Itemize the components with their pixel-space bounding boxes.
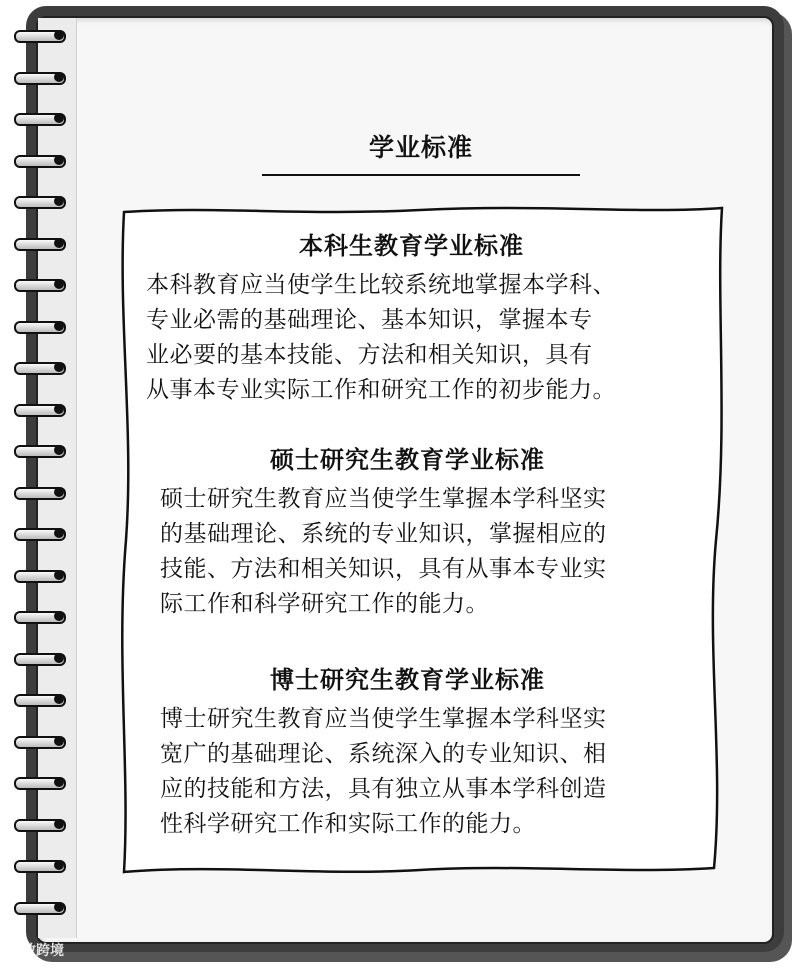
section-heading-master: 硕士研究生教育学业标准 <box>270 446 545 474</box>
page-title: 学业标准 <box>368 133 473 162</box>
section-heading-undergrad: 本科生教育学业标准 <box>299 232 524 260</box>
body-line: 应的技能和方法，具有独立从事本学科创造 <box>160 776 607 802</box>
body-line: 从事本专业实际工作和研究工作的初步能力。 <box>146 377 616 403</box>
body-line: 硕士研究生教育应当使学生掌握本学科坚实 <box>160 486 607 512</box>
body-line: 际工作和科学研究工作的能力。 <box>160 591 489 617</box>
section-body-undergrad <box>146 268 616 408</box>
body-line: 博士研究生教育应当使学生掌握本学科坚实 <box>160 706 607 732</box>
body-line: 专业必需的基础理论、基本知识，掌握本专 <box>146 307 593 333</box>
body-line: 技能、方法和相关知识，具有从事本专业实 <box>160 556 607 582</box>
watermark-logo: 大数跨境 <box>8 943 64 959</box>
body-line: 宽广的基础理论、系统深入的专业知识、相 <box>160 741 607 767</box>
section-heading-doctoral: 博士研究生教育学业标准 <box>270 666 545 694</box>
section-body-doctoral <box>160 702 607 842</box>
body-line: 的基础理论、系统的专业知识，掌握相应的 <box>160 521 607 547</box>
body-line: 性科学研究工作和实际工作的能力。 <box>160 811 536 837</box>
body-line: 业必要的基本技能、方法和相关知识，具有 <box>146 342 593 368</box>
section-body-master <box>160 482 607 622</box>
body-line: 本科教育应当使学生比较系统地掌握本学科、 <box>146 272 616 298</box>
